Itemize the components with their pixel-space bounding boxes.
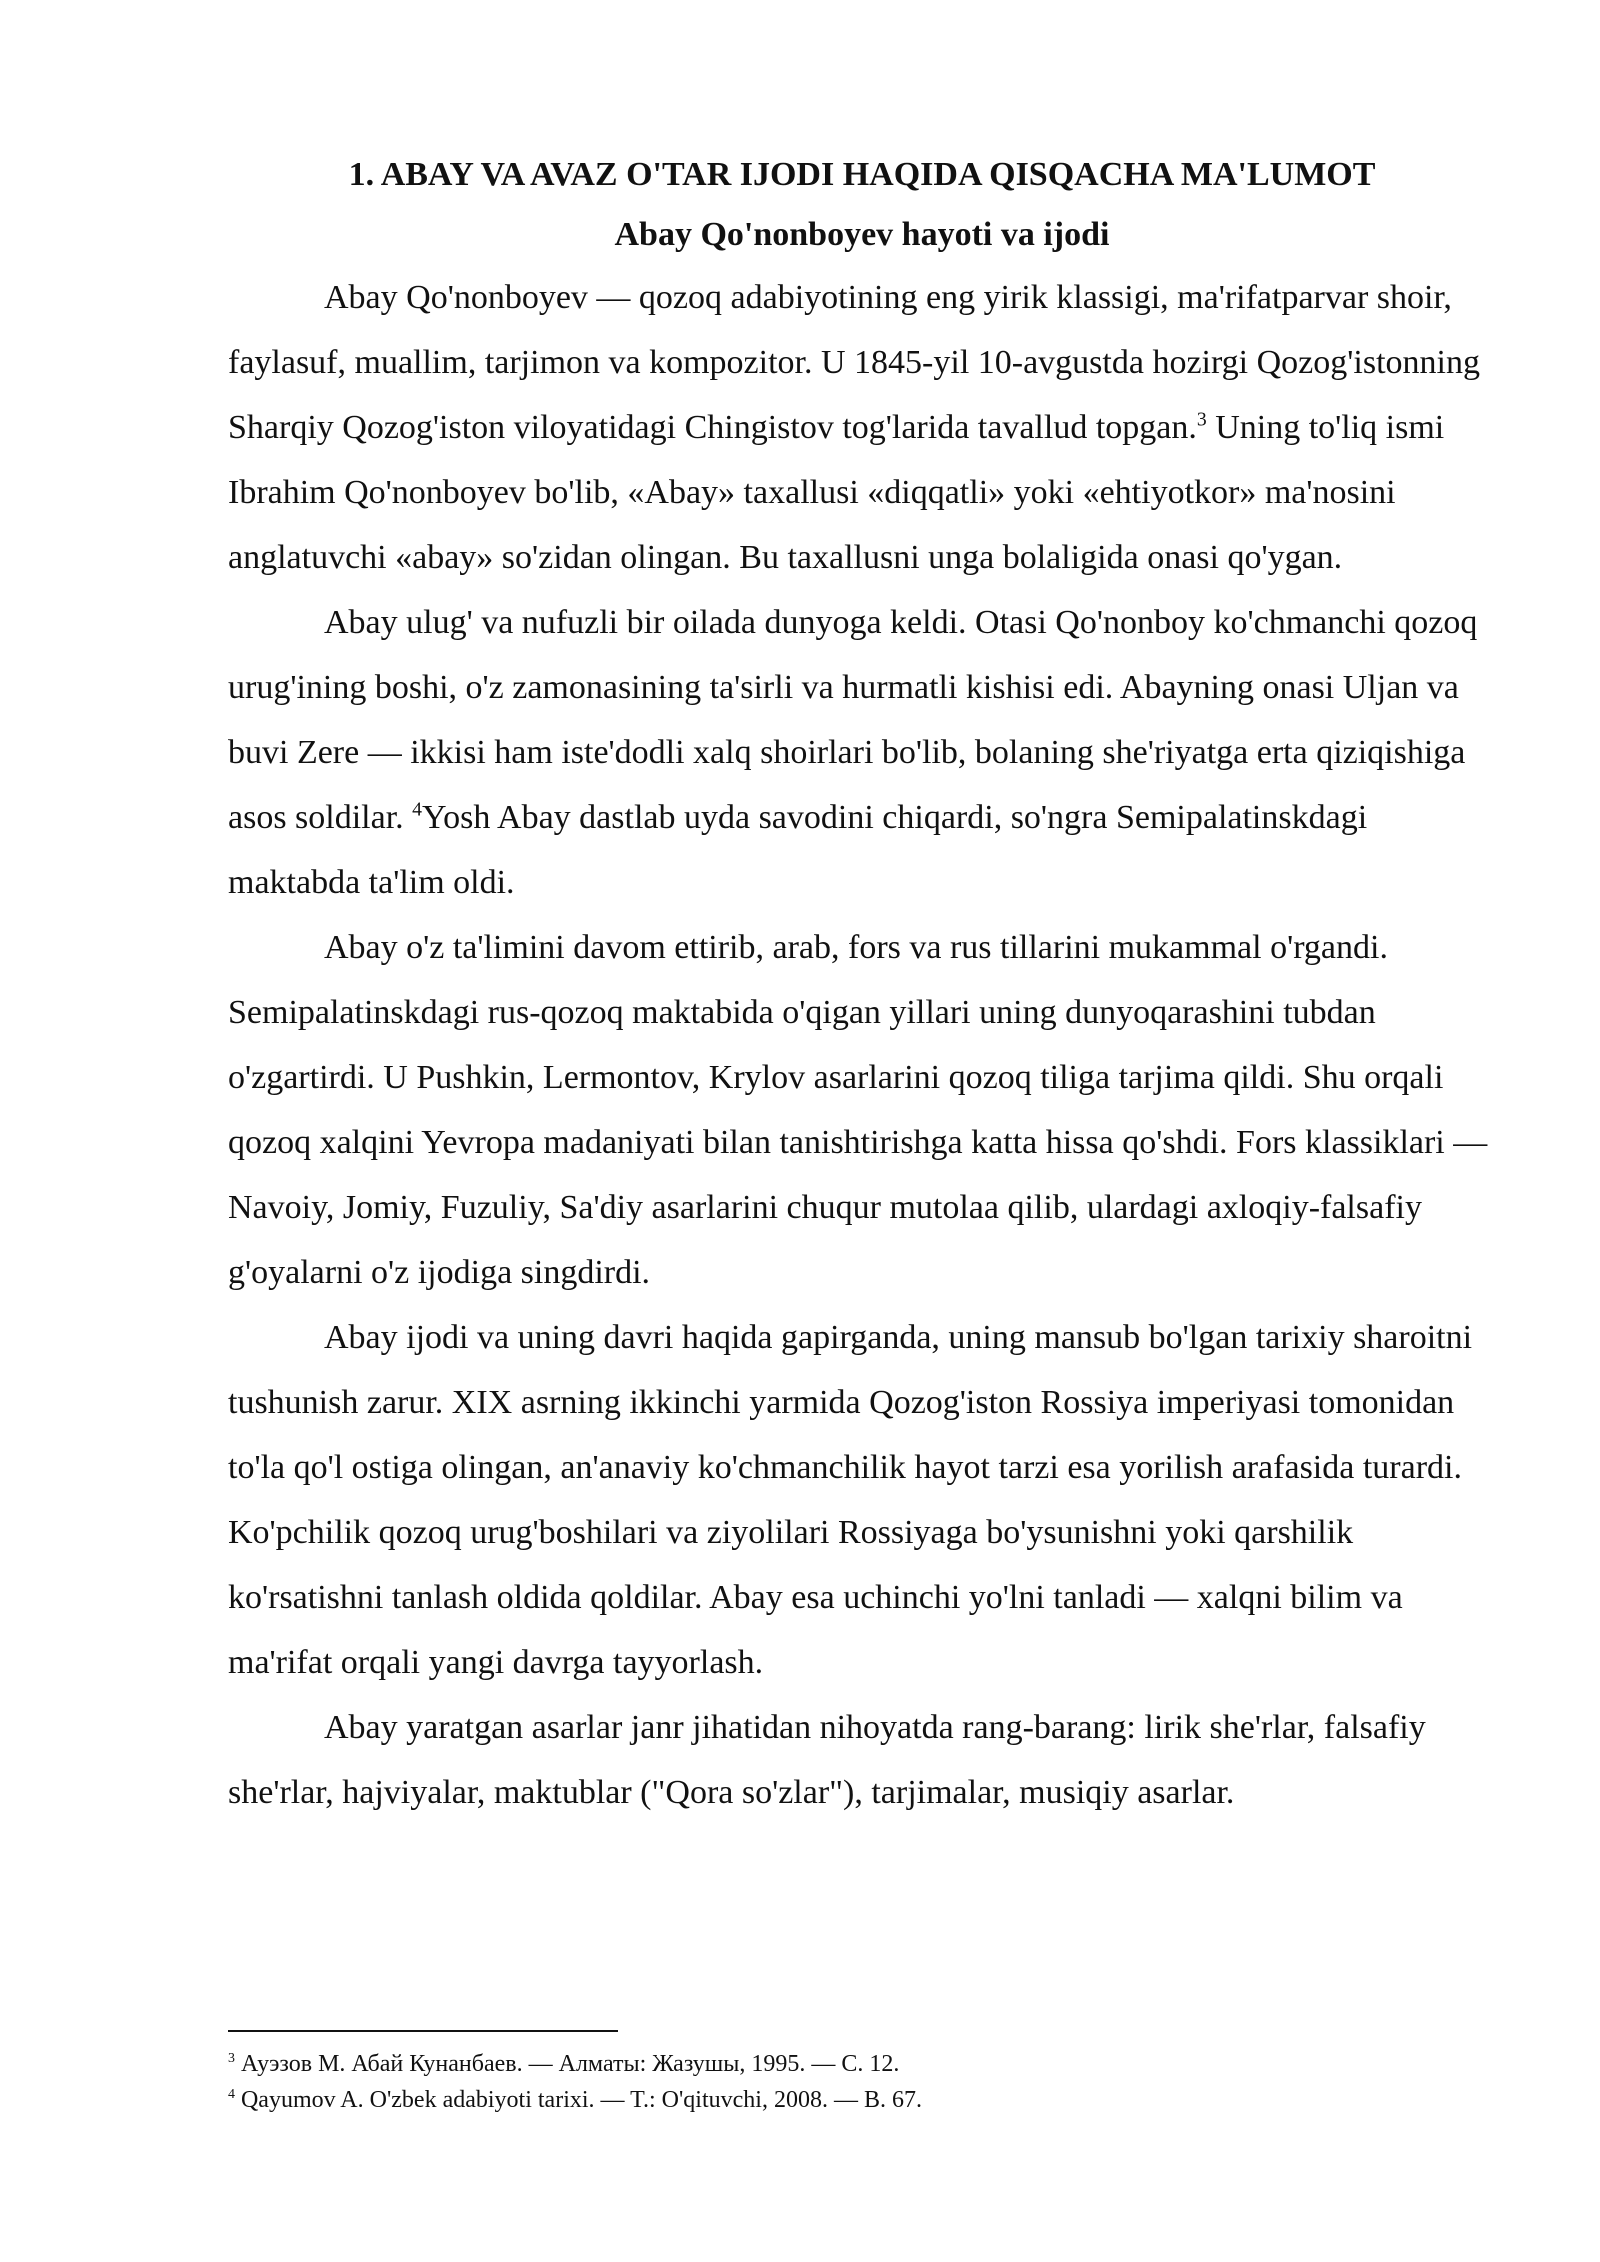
footnote-number: 3 xyxy=(228,2051,235,2066)
paragraph-text: Abay ulug' va nufuzli bir oilada dunyoga keldi. Otasi Qo'nonboy ko'chmanchi qozoq urug'ining boshi, o'z zamonasining ta'sirli va hurmatli kishisi edi. Abayning onasi Uljan va buvi Zere — ikkisi ham iste'dodli xalq shoirlari bo'lib, bolaning she'riyatga erta qiziqishiga asos soldilar. xyxy=(228,604,1478,836)
paragraph-text: Abay o'z ta'limini davom ettirib, arab, fors va rus tillarini mukammal o'rgandi. Semipalatinskdagi rus-qozoq maktabida o'qigan yillari uning dunyoqarashini tubdan o'zgartirdi. U Pushkin, Lermontov, Krylov asarlarini qozoq tiliga tarjima qildi. Shu orqali qozoq xalqini Yevropa madaniyati bilan tanishtirishga katta hissa qo'shdi. Fors klassiklari — Navoiy, Jomiy, Fuzuliy, Sa'diy asarlarini chuqur mutolaa qilib, ulardagi axloqiy-falsafiy g'oyalarni o'z ijodiga singdirdi. xyxy=(228,929,1488,1291)
paragraph xyxy=(228,1695,1496,1825)
paragraph-text: Abay Qo'nonboyev — qozoq adabiyotining eng yirik klassigi, ma'rifatparvar shoir, faylasuf, muallim, tarjimon va kompozitor. U 1845-yil 10-avgustda hozirgi Qozog'istonning Sharqiy Qozog'iston viloyatidagi Chingistov tog'larida tavallud topgan. xyxy=(228,279,1480,446)
body-text xyxy=(228,145,1496,1825)
paragraph xyxy=(228,265,1496,590)
footnotes-section xyxy=(228,2030,1496,2118)
footnote-reference[interactable]: 4 xyxy=(412,798,423,821)
paragraph-text: Abay yaratgan asarlar janr jihatidan nihoyatda rang-barang: lirik she'rlar, falsafiy she'rlar, hajviyalar, maktublar ("Qora so'zlar"), tarjimalar, musiqiy asarlar. xyxy=(228,1709,1426,1811)
footnote-text: Qayumov A. O'zbek adabiyoti tarixi. — T.: O'qituvchi, 2008. — B. 67. xyxy=(234,2087,922,2113)
footnote xyxy=(228,2082,1496,2118)
footnote-reference[interactable]: 3 xyxy=(1196,408,1207,431)
paragraph xyxy=(228,1305,1496,1695)
chapter-title: 1. ABAY VA AVAZ O'TAR IJODI HAQIDA QISQACHA MA'LUMOT xyxy=(348,156,1376,193)
paragraph-text: Abay ijodi va uning davri haqida gapirganda, uning mansub bo'lgan tarixiy sharoitni tushunish zarur. XIX asrning ikkinchi yarmida Qozog'iston Rossiya imperiyasi tomonidan to'la qo'l ostiga olingan, an'anaviy ko'chmanchilik hayot tarzi esa yorilish arafasida turardi. Ko'pchilik qozoq urug'boshilari va ziyolilari Rossiyaga bo'ysunishni yoki qarshilik ko'rsatishni tanlash oldida qoldilar. Abay esa uchinchi yo'lni tanladi — xalqni bilim va ma'rifat orqali yangi davrga tayyorlash. xyxy=(228,1319,1473,1681)
paragraph xyxy=(228,915,1496,1305)
footnote-separator xyxy=(228,2030,618,2032)
paragraph-text: Yosh Abay dastlab uyda savodini chiqardi, so'ngra Semipalatinskdagi maktabda ta'lim oldi. xyxy=(228,799,1368,901)
paragraph xyxy=(228,590,1496,915)
footnote xyxy=(228,2046,1496,2082)
section-title: Abay Qo'nonboyev hayoti va ijodi xyxy=(614,216,1110,253)
paragraph-text: Uning to'liq ismi Ibrahim Qo'nonboyev bo'lib, «Abay» taxallusi «diqqatli» yoki «ehtiyotkor» ma'nosini anglatuvchi «abay» so'zidan olingan. Bu taxallusni unga bolaligida onasi qo'ygan. xyxy=(228,409,1445,576)
footnote-text: Ауэзов М. Абай Кунанбаев. — Алматы: Жазушы, 1995. — С. 12. xyxy=(234,2051,900,2077)
footnote-number: 4 xyxy=(228,2087,235,2102)
